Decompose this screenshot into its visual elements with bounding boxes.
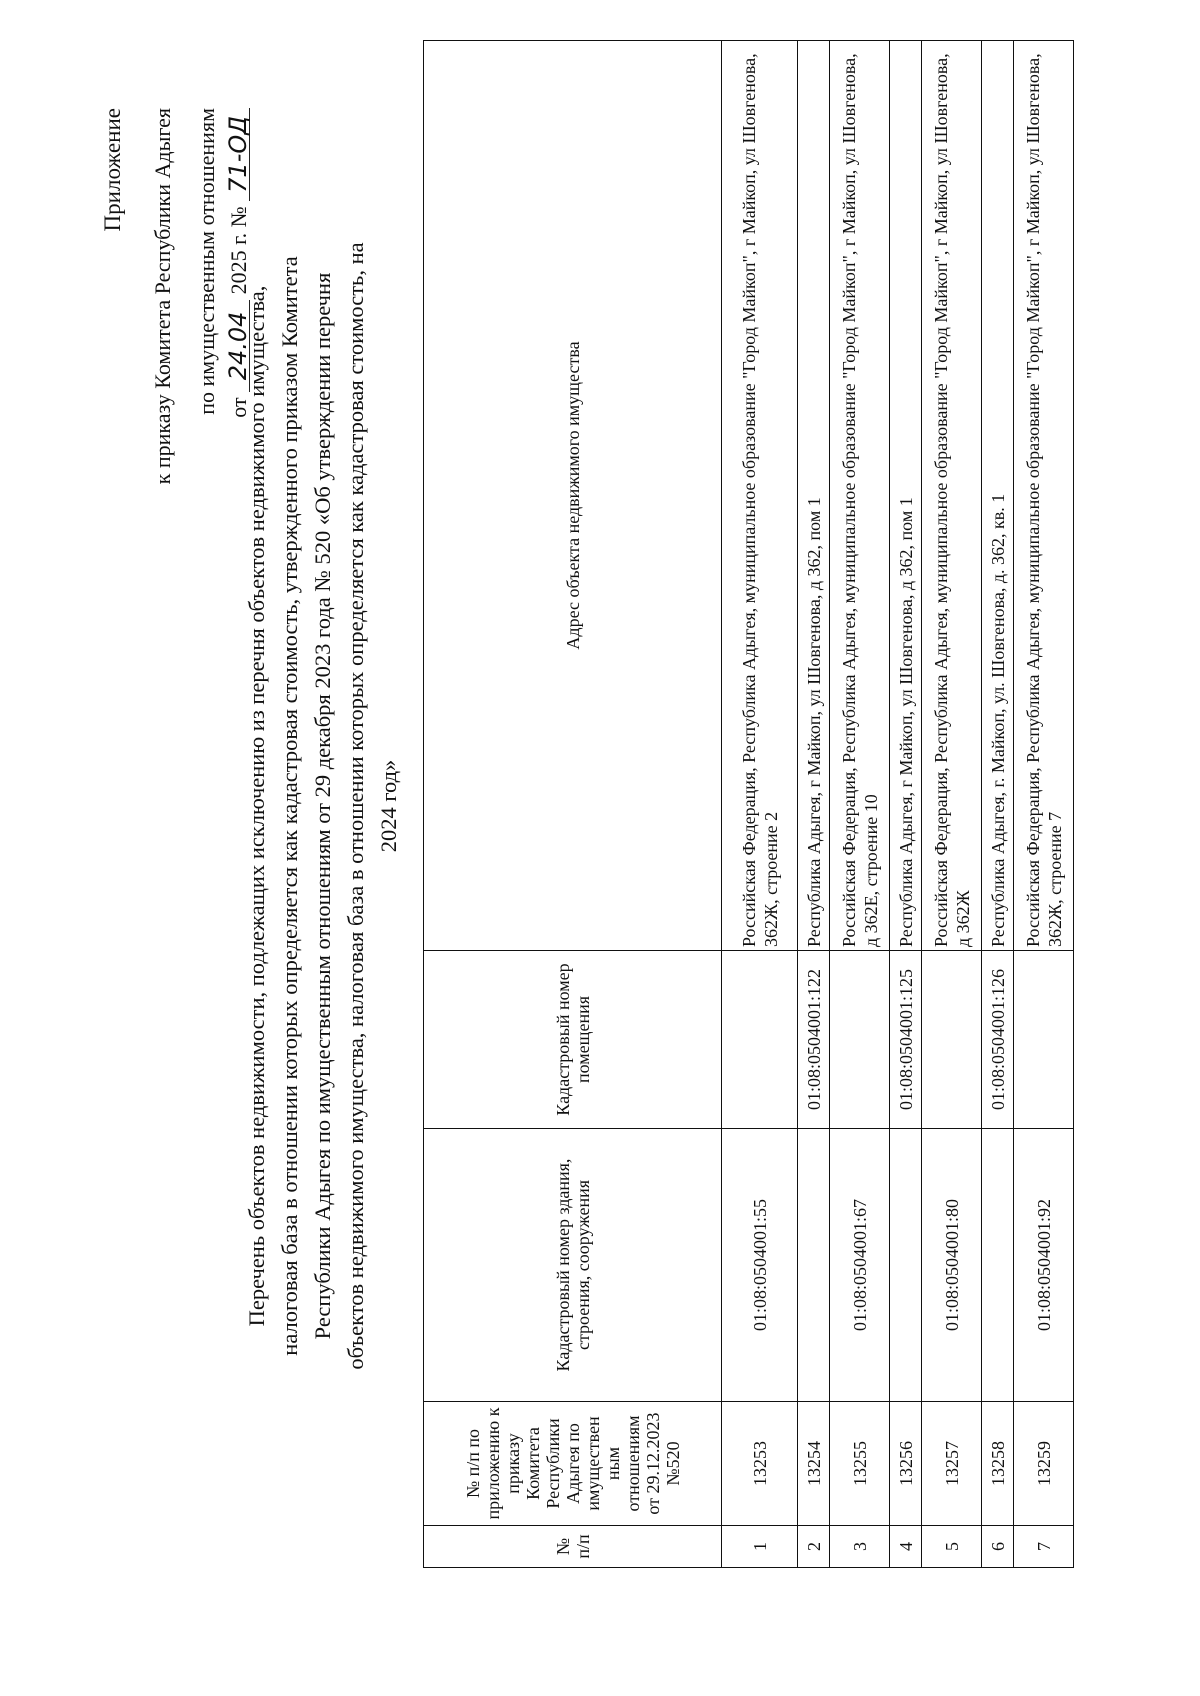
appendix-year: 2025 г. № [226,206,251,295]
table-row [982,41,1014,1568]
cell-building [890,1129,922,1402]
cell-building [798,1129,830,1402]
header-room-cadastral: Кадастровый номер помещения [424,951,722,1129]
cell-num: 1 [722,1526,798,1568]
cell-ref: 13253 [722,1402,798,1526]
cell-address: Российская Федерация, Республика Адыгея, муниципальное образование "Город Майкоп", г Майкоп, ул Шовгенова, 362Ж, строение 7 [1014,41,1074,951]
document-title [240,36,405,1576]
cell-num: 7 [1014,1526,1074,1568]
cell-address: Республика Адыгея, г Майкоп, ул Шовгенова, д 362, пом 1 [798,41,830,951]
property-table [423,40,1074,1568]
cell-room: 01:08:0504001:125 [890,951,922,1129]
header-building-cadastral: Кадастровый номер здания, строения, сооружения [424,1129,722,1402]
cell-ref: 13254 [798,1402,830,1526]
cell-room: 01:08:0504001:126 [982,951,1014,1129]
table-row [890,41,922,1568]
cell-num: 6 [982,1526,1014,1568]
cell-address: Российская Федерация, Республика Адыгея, муниципальное образование "Город Майкоп", г Майкоп, ул Шовгенова, д 362Ж [922,41,982,951]
title-line: объектов недвижимого имущества, налоговая база в отношении которых определяется как кадастровая стоимость, на [343,242,368,1370]
cell-ref: 13258 [982,1402,1014,1526]
cell-ref: 13257 [922,1402,982,1526]
header-address: Адрес объекта недвижимого имущества [424,41,722,951]
cell-ref: 13255 [830,1402,890,1526]
cell-room [722,951,798,1129]
cell-building: 01:08:0504001:55 [722,1129,798,1402]
table-row [922,41,982,1568]
table-row [798,41,830,1568]
cell-building: 01:08:0504001:80 [922,1129,982,1402]
header-ref: № п/п по приложению к приказу Комитета Республики Адыгея по имуществен ным отношениям от 29.12.2023 №520 [424,1402,722,1526]
appendix-order-ref: к приказу Комитета Республики Адыгея [150,108,175,485]
title-line: Республики Адыгея по имущественным отношениям от 29 декабря 2023 года № 520 «Об утверждении перечня [310,272,335,1340]
title-line: налоговая база в отношении которых определяется как кадастровая стоимость, утвержденного приказом Комитета [277,256,302,1356]
appendix-committee: по имущественным отношениям [194,108,219,415]
cell-ref: 13259 [1014,1402,1074,1526]
cell-address: Республика Адыгея, г Майкоп, ул Шовгенова, д 362, пом 1 [890,41,922,951]
cell-address: Республика Адыгея, г. Майкоп, ул. Шовгенова, д. 362, кв. 1 [982,41,1014,951]
cell-num: 2 [798,1526,830,1568]
cell-room: 01:08:0504001:122 [798,951,830,1129]
title-line: Перечень объектов недвижимости, подлежащих исключению из перечня объектов недвижимого имущества, [244,285,269,1327]
cell-ref: 13256 [890,1402,922,1526]
appendix-prefix: от [226,397,251,418]
cell-building: 01:08:0504001:92 [1014,1129,1074,1402]
header-num: № п/п [424,1526,722,1568]
cell-building [982,1129,1014,1402]
appendix-heading: Приложение [100,108,125,232]
cell-num: 3 [830,1526,890,1568]
table-row [722,41,798,1568]
cell-address: Российская Федерация, Республика Адыгея, муниципальное образование "Город Майкоп", г Майкоп, ул Шовгенова, д 362Е, строение 10 [830,41,890,951]
cell-num: 5 [922,1526,982,1568]
cell-num: 4 [890,1526,922,1568]
table-header-row [424,41,722,1568]
table-row [1014,41,1074,1568]
cell-address: Российская Федерация, Республика Адыгея, муниципальное образование "Город Майкоп", г Майкоп, ул Шовгенова, 362Ж, строение 2 [722,41,798,951]
table-row [830,41,890,1568]
cell-room [922,951,982,1129]
cell-room [1014,951,1074,1129]
handwritten-date: 24.04 [227,300,250,392]
cell-building: 01:08:0504001:67 [830,1129,890,1402]
handwritten-number: 71-ОД [227,108,250,201]
cell-room [830,951,890,1129]
title-line: 2024 год» [376,759,401,853]
appendix-block [0,0,250,1696]
